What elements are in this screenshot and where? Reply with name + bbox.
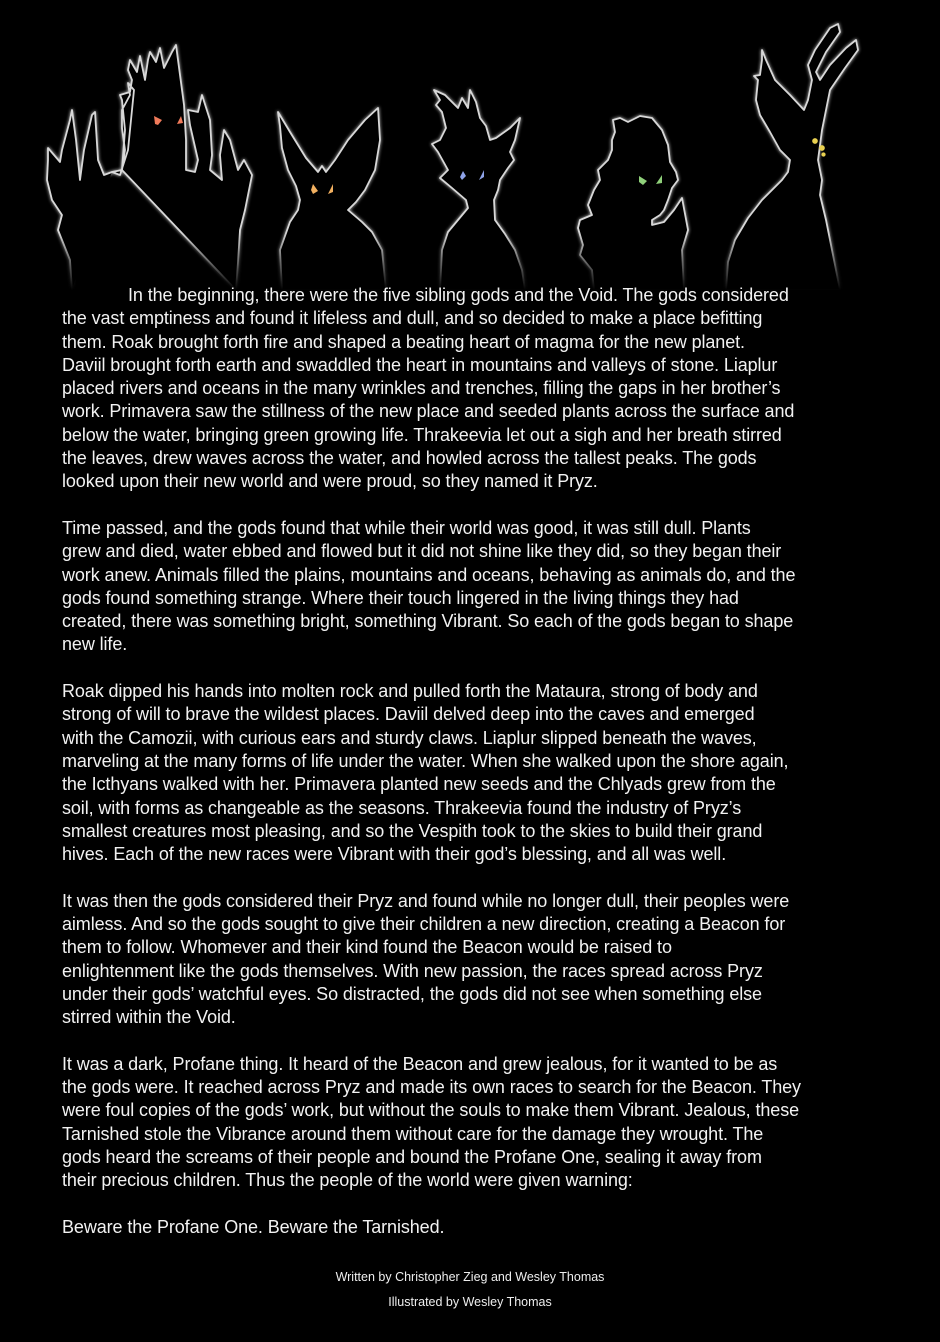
story-line: enlightenment like the gods themselves. With new passion, the races spread across Pryz	[62, 960, 763, 981]
story-line: placed rivers and oceans in the many wrinkles and trenches, filling the gaps in her brother’s	[62, 378, 781, 399]
story-line: It was then the gods considered their Pryz and found while no longer dull, their peoples were	[62, 890, 790, 911]
story-line: work anew. Animals filled the plains, mountains and oceans, behaving as animals do, and the	[62, 564, 796, 585]
story-line: Daviil brought forth earth and swaddled the heart in mountains and valleys of stone. Liaplur	[62, 354, 778, 375]
story-line: Time passed, and the gods found that while their world was good, it was still dull. Plants	[62, 517, 751, 538]
story-line: It was a dark, Profane thing. It heard of the Beacon and grew jealous, for it wanted to be as	[62, 1053, 778, 1074]
story-line: hives. Each of the new races were Vibrant with their god’s blessing, and all was well.	[62, 844, 727, 865]
story-line: Roak dipped his hands into molten rock and pulled forth the Mataura, strong of body and	[62, 681, 758, 702]
liaplur-silhouette	[432, 90, 525, 290]
story-line: work. Primavera saw the stillness of the new place and seeded plants across the surface and	[62, 401, 795, 422]
story-paragraph	[62, 1216, 892, 1239]
story-line: soil, with forms as changeable as the seasons. Thrakeevia found the industry of Pryz’s	[62, 797, 742, 818]
story-line: gods found something strange. Where their touch lingered in the living things they had	[62, 587, 739, 608]
story-line: below the water, bringing green growing life. Thrakeevia let out a sigh and her breath stirred	[62, 424, 782, 445]
story-line: In the beginning, there were the five sibling gods and the Void. The gods considered	[128, 285, 789, 305]
story-line: created, there was something bright, something Vibrant. So each of the gods began to shape	[62, 611, 794, 632]
story-line: aimless. And so the gods sought to give their children a new direction, creating a Beacon for	[62, 914, 786, 935]
creation-story	[62, 284, 892, 1262]
story-line: marveling at the many forms of life under the water. When she walked upon the shore again,	[62, 750, 789, 771]
story-line: grew and died, water ebbed and flowed but it did not shine like they did, so they began their	[62, 541, 782, 562]
story-line: the vast emptiness and found it lifeless and dull, and so decided to make a place befitting	[62, 308, 763, 329]
story-line: new life.	[62, 634, 128, 655]
story-line: them to follow. Whomever and their kind found the Beacon would be raised to	[62, 937, 672, 958]
story-line: looked upon their new world and were proud, so they named it Pryz.	[62, 471, 598, 492]
story-line: gods heard the screams of their people and bound the Profane One, sealing it away from	[62, 1146, 762, 1167]
daviil-silhouette	[278, 108, 386, 290]
story-line: stirred within the Void.	[62, 1007, 236, 1028]
story-line: were foul copies of the gods’ work, but without the souls to make them Vibrant. Jealous, these	[62, 1100, 800, 1121]
story-line: under their gods’ watchful eyes. So distracted, the gods did not see when something else	[62, 983, 762, 1004]
written-by-credit: Written by Christopher Zieg and Wesley Thomas	[335, 1270, 605, 1284]
story-paragraph	[62, 1053, 892, 1193]
primavera-silhouette	[578, 116, 688, 290]
story-line: smallest creatures most pleasing, and so the Vespith took to the skies to build their grand	[62, 820, 763, 841]
story-line: them. Roak brought forth fire and shaped a beating heart of magma for the new planet.	[62, 331, 745, 352]
thrakeevia-silhouette	[726, 24, 858, 290]
story-line: Beware the Profane One. Beware the Tarnished.	[62, 1216, 445, 1237]
story-line: their precious children. Thus the people of the world were given warning:	[62, 1170, 633, 1191]
story-line: with the Camozii, with curious ears and sturdy claws. Liaplur slipped beneath the waves,	[62, 727, 757, 748]
story-paragraph	[62, 680, 892, 866]
story-paragraph	[62, 517, 892, 657]
story-paragraph	[62, 890, 892, 1030]
story-paragraph	[62, 284, 892, 494]
story-line: the Icthyans walked with her. Primavera planted new seeds and the Chlyads grew from the	[62, 774, 776, 795]
story-line: Tarnished stole the Vibrance around them without care for the damage they wrought. The	[62, 1123, 764, 1144]
illustrated-by-credit: Illustrated by Wesley Thomas	[388, 1295, 552, 1309]
story-line: the leaves, drew waves across the water, and howled across the tallest peaks. The gods	[62, 448, 757, 469]
story-line: strong of will to brave the wildest places. Daviil delved deep into the caves and emerged	[62, 704, 755, 725]
roak-silhouette	[47, 45, 252, 290]
five-gods-illustration	[0, 0, 940, 290]
story-line: the gods were. It reached across Pryz and made its own races to search for the Beacon. They	[62, 1077, 801, 1098]
